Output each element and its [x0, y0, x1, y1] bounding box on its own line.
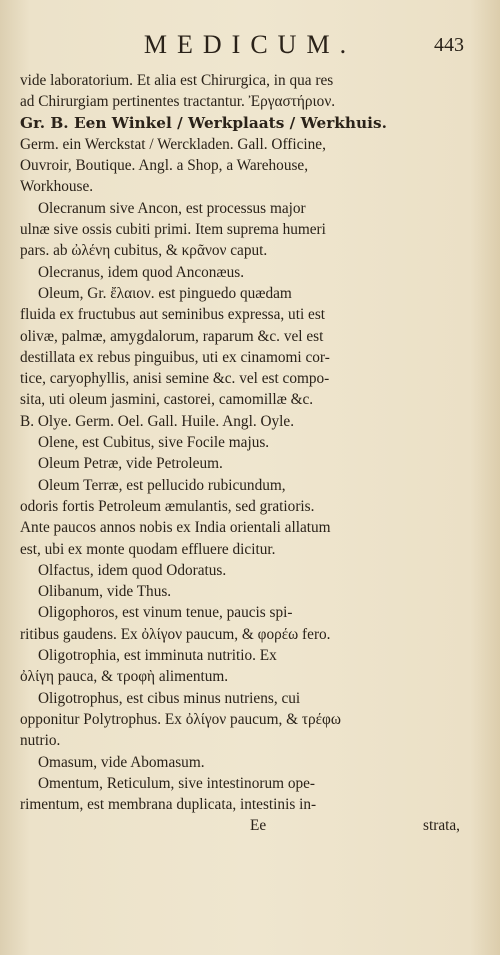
text-line: olivæ, palmæ, amygdalorum, raparum &c. vel est	[20, 327, 324, 345]
text-line: destillata ex rebus pinguibus, uti ex cinamomi cor-	[20, 348, 330, 366]
text-line: Ante paucos annos nobis ex India orientali allatum	[20, 519, 331, 537]
text-line: tice, caryophyllis, anisi semine &c. vel est compo-	[20, 370, 330, 388]
catchword: strata,	[423, 817, 460, 835]
page-number: 443	[434, 34, 464, 56]
entry-olfactus: Olfactus, idem quod Odoratus.	[38, 561, 227, 579]
text-line: Germ. ein Werckstat / Werckladen. Gall. Officine,	[20, 135, 326, 153]
entry-oligotrophus: Oligotrophus, est cibus minus nutriens, cui	[38, 689, 301, 707]
text-line: ad Chirurgiam pertinentes tractantur. Ἐργαστήριον.	[20, 93, 336, 111]
text-line: Gr. B. Een Winkel / Werkplaats / Werkhuis.	[20, 113, 387, 132]
text-line: ulnæ sive ossis cubiti primi. Item suprema humeri	[20, 221, 326, 239]
signature-mark: Ee	[250, 817, 267, 835]
entry-omasum: Omasum, vide Abomasum.	[38, 753, 205, 771]
text-line: nutrio.	[20, 732, 61, 750]
text-line: pars. ab ὠλένη cubitus, & κρᾶνον caput.	[20, 242, 268, 260]
running-title: MEDICUM.	[143, 30, 357, 59]
page-header	[0, 30, 500, 64]
entry-olibanum: Olibanum, vide Thus.	[38, 583, 172, 601]
text-line: ὀλίγη pauca, & τροφὴ alimentum.	[20, 668, 229, 686]
entry-oleum: Oleum, Gr. ἔλαιον. est pinguedo quædam	[38, 284, 292, 302]
entry-olecranum: Olecranum sive Ancon, est processus major	[38, 199, 306, 217]
text-line: odoris fortis Petroleum æmulantis, sed gratioris.	[20, 497, 315, 515]
text-line: Workhouse.	[20, 178, 94, 196]
entry-olene: Olene, est Cubitus, sive Focile majus.	[38, 434, 270, 452]
entry-omentum: Omentum, Reticulum, sive intestinorum ope-	[38, 774, 316, 792]
catchword-line	[20, 815, 460, 837]
text-line: fluida ex fructubus aut seminibus expressa, uti est	[20, 306, 326, 324]
entry-oleum-terrae: Oleum Terræ, est pellucido rubicundum,	[38, 476, 286, 494]
entry-olecranus: Olecranus, idem quod Anconæus.	[38, 263, 245, 281]
entry-oleum-petrae: Oleum Petræ, vide Petroleum.	[38, 455, 223, 473]
text-line: est, ubi ex monte quodam effluere dicitur.	[20, 540, 276, 558]
text-line: vide laboratorium. Et alia est Chirurgica, in qua res	[20, 72, 334, 89]
text-line: rimentum, est membrana duplicata, intestinis in-	[20, 796, 317, 814]
text-line: Ouvroir, Boutique. Angl. a Shop, a Warehouse,	[20, 157, 309, 175]
entry-oligotrophia: Oligotrophia, est imminuta nutritio. Ex	[38, 647, 277, 665]
text-line: opponitur Polytrophus. Ex ὀλίγον paucum, & τρέφω	[20, 710, 341, 728]
body-text	[20, 70, 460, 837]
text-line: B. Olye. Germ. Oel. Gall. Huile. Angl. Oyle.	[20, 412, 295, 430]
text-line: ritibus gaudens. Ex ὀλίγον paucum, & φορέω fero.	[20, 625, 331, 643]
text-line: sita, uti oleum jasmini, castorei, camomillæ &c.	[20, 391, 314, 409]
entry-oligophoros: Oligophoros, est vinum tenue, paucis spi-	[38, 604, 293, 622]
